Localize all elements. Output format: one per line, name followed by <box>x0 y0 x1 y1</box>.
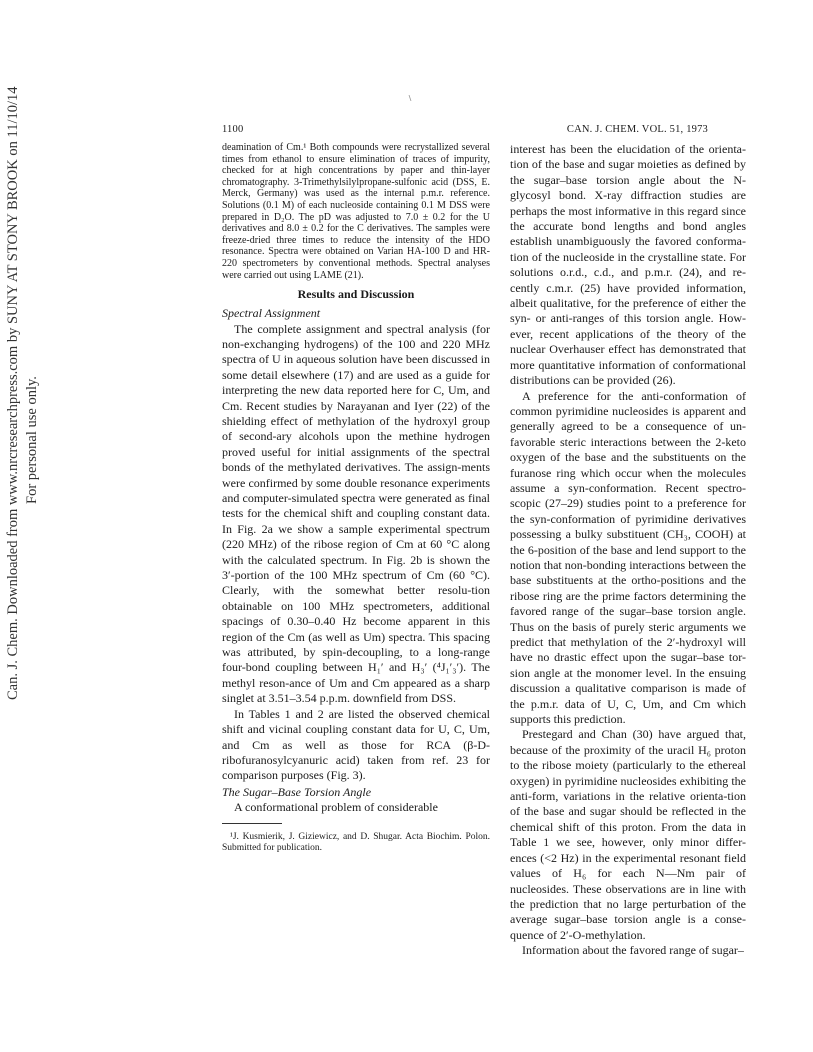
watermark-line-2: For personal use only. <box>24 376 40 504</box>
body-paragraph: A conformational problem of considerable <box>234 800 438 815</box>
download-watermark <box>4 86 48 700</box>
body-paragraph: In Tables 1 and 2 are listed the observed chemical shift and vicinal coupling constant data for U, C, Um, and Cm as well as those for RCA (β-D-ribofuranosylcyanuric acid) taken from ref. 23 for comparison purposes (Fig. 3). <box>222 706 490 783</box>
body-paragraph: A preference for the anti-conformation of common pyrimidine nucleosides is apparent and generally agreed to be a consequence of un-favorable steric interactions between the 2-keto oxygen of the base and the substituents on the furanose ring which occur when the molecules assume a syn-conformation. Recent spectro-scopic (27–29) studies point to a preference for the syn-conformation of pyrimidine derivatives possessing a bulky substituent (CH₃, COOH) at the 6-position of the base and lend support to the notion that non-bonding interactions between the base substituents at the ortho-positions and the ribose ring are the prime factors determining the favored range of the sugar–base torsion angle. Thus on the basis of purely steric arguments we predict that methylation of the 2′-hydroxyl will have no drastic effect upon the sugar–base tor-sion angle at the monomer level. In the ensuing discussion a qualitative comparison is made of the p.m.r. data of U, C, Um, and Cm which supports this prediction. <box>510 388 746 727</box>
scan-mark <box>408 88 412 94</box>
subheading-torsion-angle: The Sugar–Base Torsion Angle <box>222 784 372 799</box>
page-number: 1100 <box>222 124 244 135</box>
methods-paragraph: deamination of Cm.¹ Both compounds were recrystallized several times from ethanol to ensure elimination of traces of impurity, checked for at high concentrations by paper and thin-layer chromatography. 3-Trimethylsilylpropane-sulfonic acid (DSS, E. Merck, Germany) was used as the internal p.m.r. reference. Solutions (0.1 M) of each nucleoside containing 0.1 M DSS were prepared in D₂O. The pD was adjusted to 7.0 ± 0.2 for the U derivatives and 8.0 ± 0.2 for the C derivatives. The samples were freeze-dried three times to reduce the intensity of the HDO resonance. Spectra were obtained on Varian HA-100 D and HR-220 spectrometers by conventional methods. Spectral analyses were carried out using LAME (21). <box>222 142 490 281</box>
footnote: ¹J. Kusmierik, J. Giziewicz, and D. Shugar. Acta Biochim. Polon. Submitted for publication. <box>222 831 490 854</box>
body-paragraph: Information about the favored range of sugar– <box>522 943 744 958</box>
running-head <box>222 124 708 140</box>
scan-speck-icon <box>408 95 412 101</box>
section-heading: Results and Discussion <box>297 287 415 302</box>
subheading-spectral-assignment: Spectral Assignment <box>222 306 321 321</box>
body-paragraph: The complete assignment and spectral analysis (for non-exchanging hydrogens) of the 100 and 220 MHz spectra of U in aqueous solution have been discussed in some detail elsewhere (17) and are used as a guide for interpreting the new data reported here for C, Um, and Cm. Recent studies by Narayanan and Iyer (22) of the shielding effect of methylation of the hydroxyl group of second-ary alcohols upon the methine hydrogen proved useful for initial assignments of the spectral bonds of the methylated derivatives. The assign-ments were confirmed by some double resonance experiments and computer-simulated spectra were generated as final tests for the chemical shift and coupling constant data. In Fig. 2a we show a sample experimental spectrum (220 MHz) of the ribose region of Cm at 60 °C along with the calculated spectrum. In Fig. 2b is shown the 3′-portion of the 100 MHz spectrum of Cm (60 °C). Clearly, with the somewhat better resolu-tion obtainable on 100 MHz spectrometers, additional spacings of 0.30–0.40 Hz become apparent in this region of the Cm (as well as Um) spectra. This spacing was attributed, by spin-decoupling, to a long-range four-bond coupling between H₁′ and H₃′ (⁴J₁′₃′). The methyl reson-ance of Um and Cm appeared as a sharp singlet at 3.51–3.54 p.p.m. downfield from DSS. <box>222 321 490 706</box>
body-paragraph: Prestegard and Chan (30) have argued that, because of the proximity of the uracil H₆ proton to the ribose moiety (particularly to the ethereal oxygen) in pyrimidine nucleosides exhibiting the anti-form, variations in the relative orienta-tion of the base and sugar should be reflected in the chemical shift of this proton. From the data in Table 1 we see, however, only minor differ-ences (<2 Hz) in the experimental resonant field values of H₆ for each N—Nm pair of nucleosides. These observations are in line with the prediction that no large perturbation of the average sugar–base torsion angle is a conse-quence of 2′-O-methylation. <box>510 727 746 942</box>
journal-reference: CAN. J. CHEM. VOL. 51, 1973 <box>566 124 708 135</box>
footnote-divider <box>222 823 282 824</box>
watermark-text <box>4 86 42 700</box>
watermark-line-1: Can. J. Chem. Downloaded from www.nrcresearchpress.com by SUNY AT STONY BROOK on 11/10/14 <box>5 86 21 700</box>
body-paragraph: interest has been the elucidation of the orienta-tion of the base and sugar moieties as defined by the sugar–base torsion angle about the N-glycosyl bond. X-ray diffraction studies are perhaps the most informative in this regard since the accurate bond lengths and bond angles establish unambiguously the favored conforma-tion of the nucleoside in the crystalline state. For solutions o.r.d., c.d., and p.m.r. (24), and re-cently c.m.r. (25) have provided information, albeit qualitative, for the preference of either the syn- or anti-ranges of this torsion angle. How-ever, recent applications of the theory of the nuclear Overhauser effect has demonstrated that more quantitative information of conformational distributions can be provided (26). <box>510 142 746 388</box>
left-column <box>222 142 490 855</box>
right-column <box>510 142 746 959</box>
